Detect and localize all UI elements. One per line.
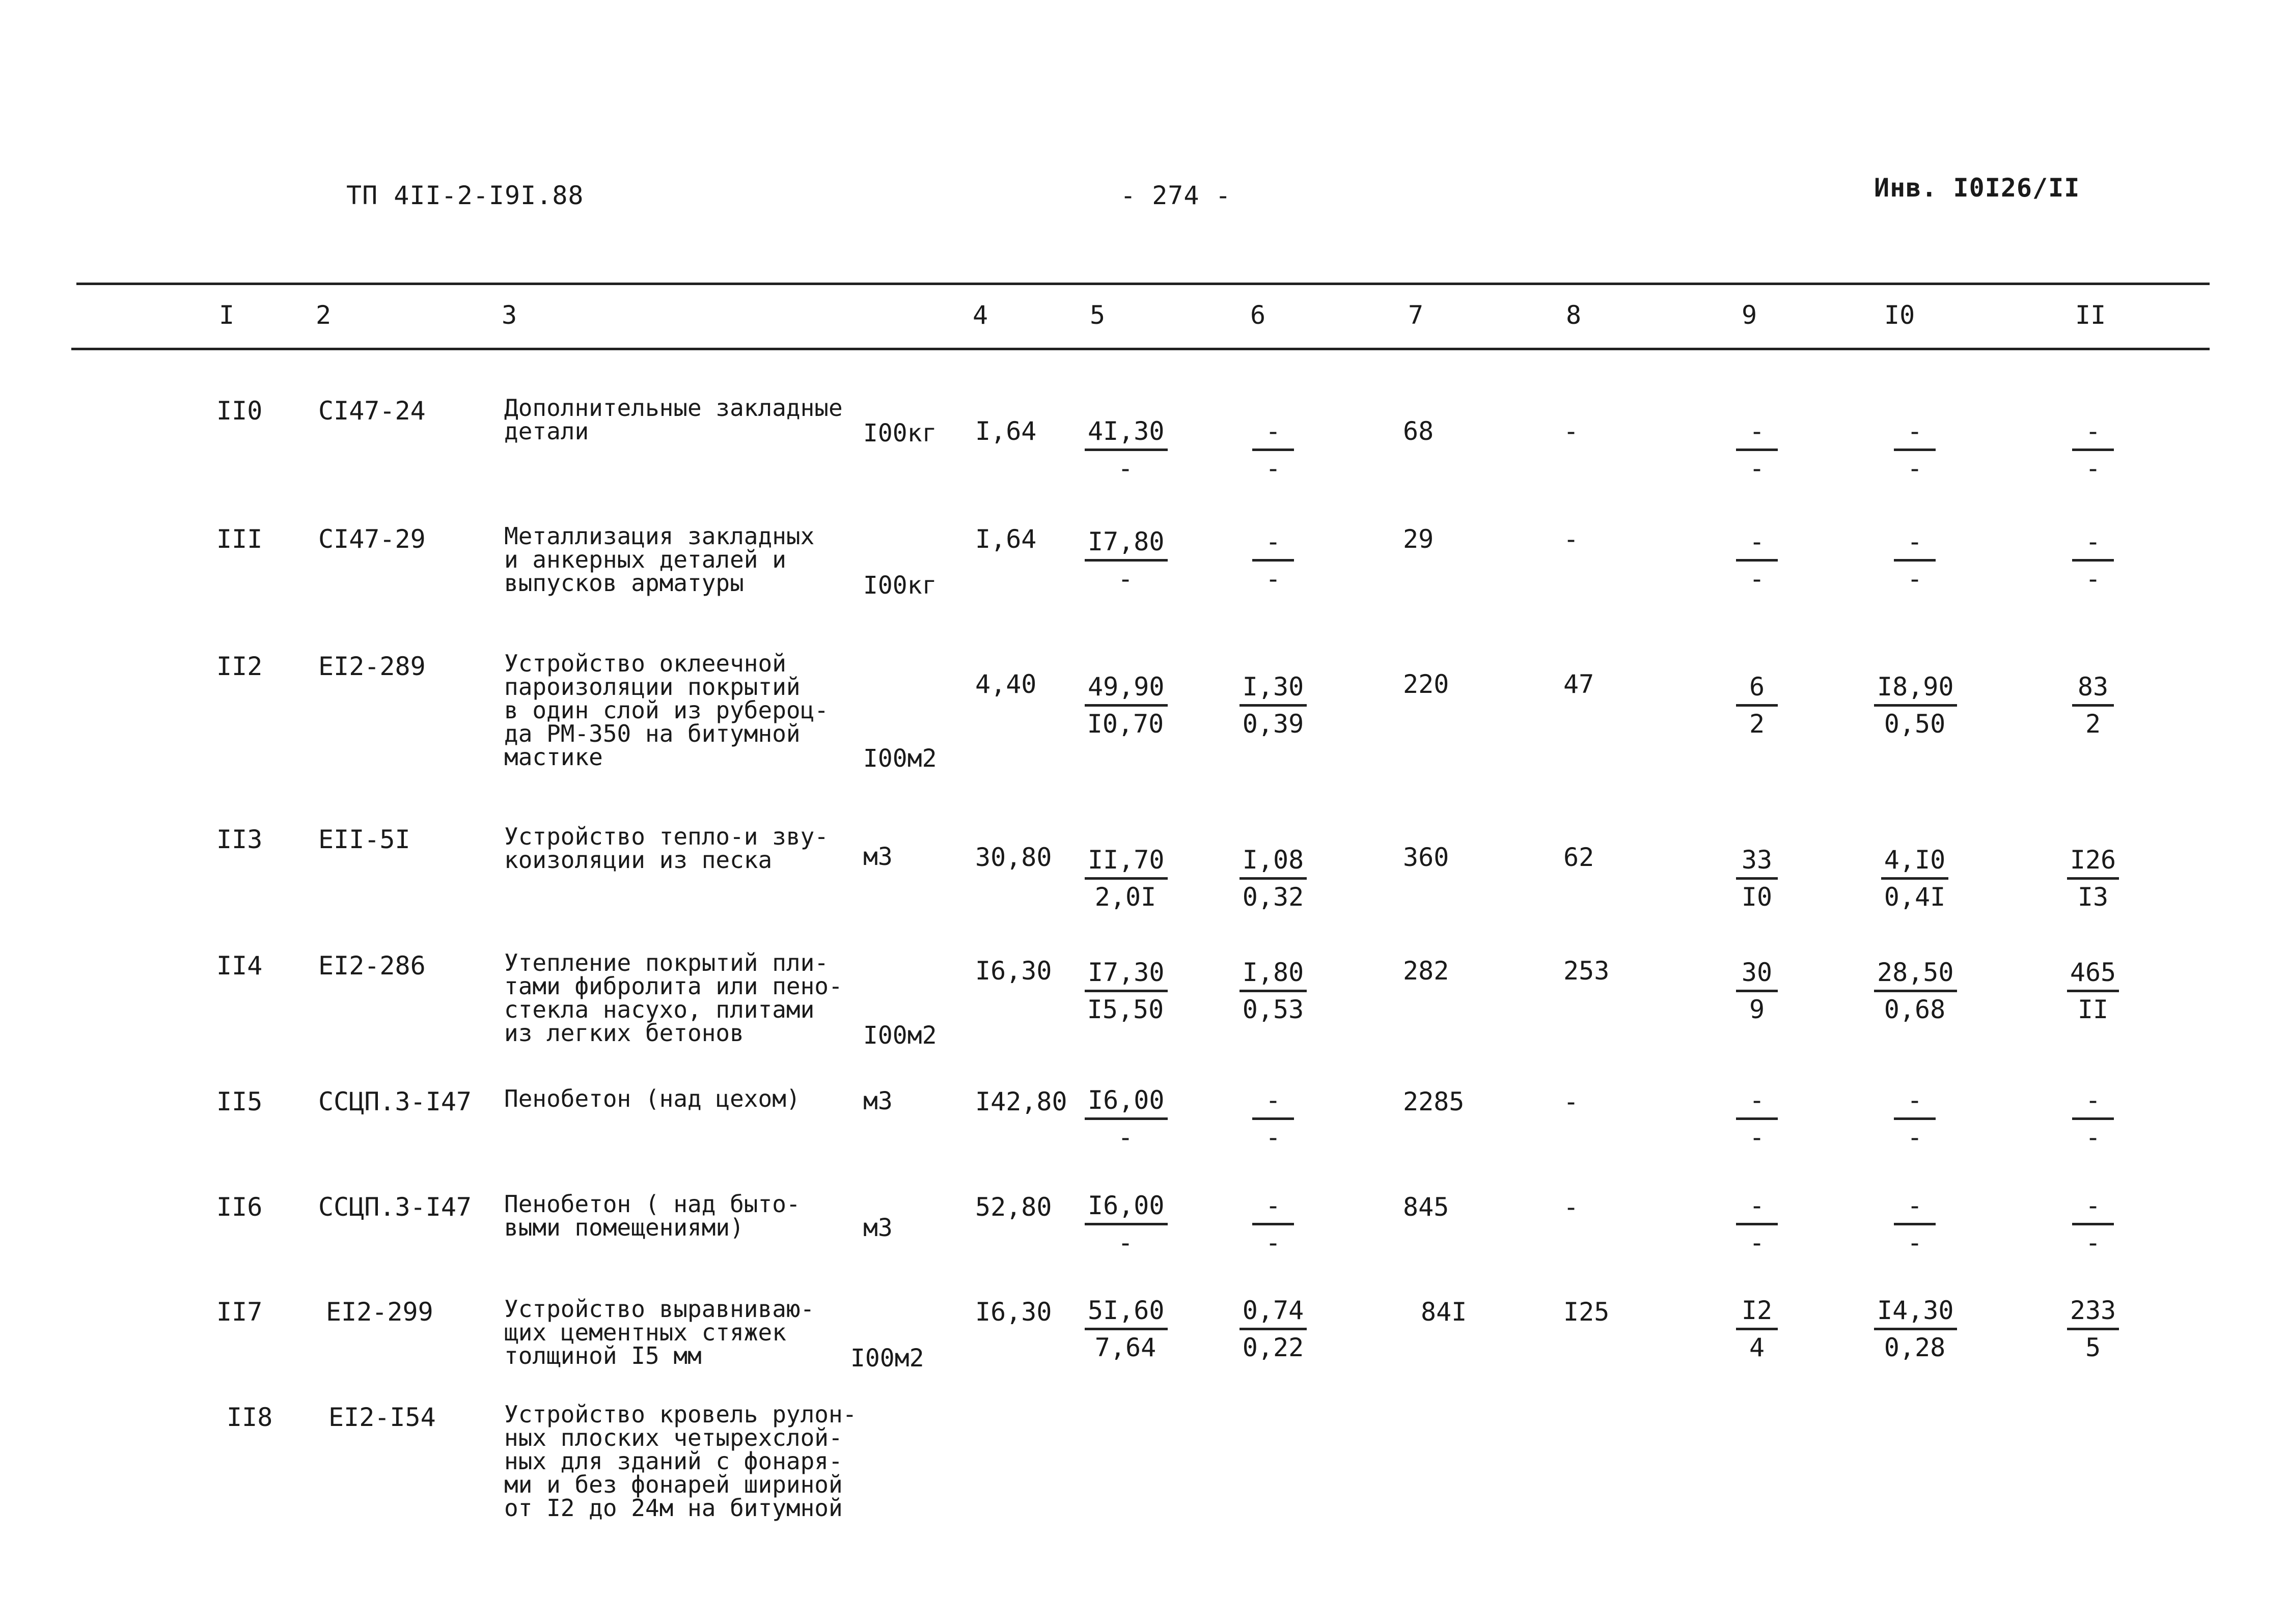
row-col6: $\frac{I,30}{0,39}$ <box>1232 669 1314 741</box>
row-col11: - - <box>2052 524 2134 596</box>
row-col4: I6,30 <box>975 956 1052 986</box>
row-col11: $\frac{83}{2}$ <box>2052 669 2134 741</box>
row-unit: I00кг <box>863 571 937 600</box>
row-col8: 47 <box>1563 669 1594 699</box>
row-unit: м3 <box>863 843 893 871</box>
row-code: EI2-299 <box>326 1297 433 1327</box>
row-unit: м3 <box>863 1214 893 1242</box>
row-col11: - - <box>2052 414 2134 486</box>
row-col8: - <box>1563 1087 1579 1116</box>
row-col4: 4,40 <box>975 669 1037 699</box>
row-unit: I00м2 <box>863 744 937 773</box>
row-col8: - <box>1563 416 1579 446</box>
row-number: II7 <box>216 1297 263 1327</box>
row-description: Пенобетон ( над быто- выми помещениями) <box>504 1190 801 1241</box>
row-number: II4 <box>216 951 263 981</box>
row-number: II2 <box>216 652 263 681</box>
row-col6: - - <box>1232 1188 1314 1260</box>
row-col10: - - <box>1874 1188 1956 1260</box>
row-col11: $\frac{I26}{I3}$ <box>2052 843 2134 914</box>
row-number: II6 <box>216 1192 263 1222</box>
document-code: ТП 4II-2-I9I.88 <box>346 181 584 210</box>
col-header-6: 6 <box>1250 300 1266 330</box>
row-description: Пенобетон (над цехом) <box>504 1085 801 1112</box>
row-unit: I00кг <box>863 419 937 447</box>
row-col6: $\frac{I,80}{0,53}$ <box>1232 955 1314 1027</box>
row-col4: I6,30 <box>975 1297 1052 1327</box>
col-header-9: 9 <box>1742 300 1757 330</box>
row-col9: - - <box>1716 1083 1798 1155</box>
col-header-11: II <box>2075 300 2106 330</box>
col-header-7: 7 <box>1408 300 1424 330</box>
row-number: II5 <box>216 1087 263 1116</box>
row-col10: $\frac{I4,30}{0,28}$ <box>1874 1293 1956 1365</box>
col-header-8: 8 <box>1566 300 1582 330</box>
row-col5: $\frac{II,70}{2,0I}$ <box>1085 843 1166 914</box>
row-description: Металлизация закладных и анкерных деталей и выпусков арматуры <box>504 522 815 597</box>
row-col8: 62 <box>1563 843 1594 872</box>
row-col4: 52,80 <box>975 1192 1052 1222</box>
row-col5: $\frac{5I,60}{7,64}$ <box>1085 1293 1166 1365</box>
row-col9: $\frac{33}{I0}$ <box>1716 843 1798 914</box>
row-col11: - - <box>2052 1188 2134 1260</box>
row-number: II0 <box>216 396 263 426</box>
row-unit: м3 <box>863 1087 893 1115</box>
row-col10: - - <box>1874 524 1956 596</box>
row-col7: 68 <box>1403 416 1434 446</box>
row-col10: - - <box>1874 1083 1956 1155</box>
row-col7: 220 <box>1403 669 1449 699</box>
row-col10: $\frac{4,I0}{0,4I}$ <box>1874 843 1956 914</box>
row-col5: $\frac{I7,30}{I5,50}$ <box>1085 955 1166 1027</box>
row-col10: $\frac{I8,90}{0,50}$ <box>1874 669 1956 741</box>
row-col9: $\frac{I2}{4}$ <box>1716 1293 1798 1365</box>
row-col6: - - <box>1232 1083 1314 1155</box>
row-code: CI47-29 <box>318 524 426 554</box>
row-col5: 4I,30 - <box>1085 414 1166 486</box>
row-code: EII-5I <box>318 825 410 854</box>
table-top-rule <box>76 283 2210 285</box>
row-number: III <box>216 524 263 554</box>
row-col4: I,64 <box>975 524 1037 554</box>
row-description: Устройство оклеечной пароизоляции покрытий в один слой из рубероц- да РМ-350 на битумной мастике <box>504 650 829 771</box>
row-description: Устройство тепло-и зву- коизоляции из песка <box>504 823 829 874</box>
row-col7: 282 <box>1403 956 1449 986</box>
row-col8: 253 <box>1563 956 1610 986</box>
row-col6: $\frac{0,74}{0,22}$ <box>1232 1293 1314 1365</box>
row-col4: I42,80 <box>975 1087 1067 1116</box>
row-unit: I00м2 <box>863 1021 937 1050</box>
row-col7: 845 <box>1403 1192 1449 1222</box>
col-header-10: I0 <box>1884 300 1915 330</box>
row-col7: 360 <box>1403 843 1449 872</box>
row-description: Устройство кровель рулон- ных плоских четырехслой- ных для зданий с фонаря- ми и без фонарей шириной от I2 до 24м на битумной <box>504 1401 857 1522</box>
row-code: ССЦП.3-I47 <box>318 1192 472 1222</box>
row-unit: I00м2 <box>850 1344 924 1373</box>
row-col9: $\frac{6}{2}$ <box>1716 669 1798 741</box>
row-code: EI2-289 <box>318 652 426 681</box>
col-header-2: 2 <box>316 300 332 330</box>
inventory-number: Инв. I0I26/II <box>1874 173 2080 203</box>
row-col7: 84I <box>1421 1297 1467 1327</box>
row-col6: - - <box>1232 524 1314 596</box>
row-description: Дополнительные закладные детали <box>504 394 843 445</box>
row-col10: - - <box>1874 414 1956 486</box>
row-col6: $\frac{I,08}{0,32}$ <box>1232 843 1314 914</box>
row-col4: 30,80 <box>975 843 1052 872</box>
row-col6: - - <box>1232 414 1314 486</box>
row-col8: I25 <box>1563 1297 1610 1327</box>
row-col11: - - <box>2052 1083 2134 1155</box>
row-col9: - - <box>1716 1188 1798 1260</box>
row-description: Устройство выравниваю- щих цементных стяжек толщиной I5 мм <box>504 1295 815 1369</box>
row-col7: 29 <box>1403 524 1434 554</box>
row-col11: $\frac{233}{5}$ <box>2052 1293 2134 1365</box>
col-header-3: 3 <box>502 300 517 330</box>
col-header-1: I <box>219 300 235 330</box>
row-col9: - - <box>1716 414 1798 486</box>
row-col11: $\frac{465}{II}$ <box>2052 955 2134 1027</box>
row-col5: I6,00 - <box>1085 1188 1166 1260</box>
row-col7: 2285 <box>1403 1087 1465 1116</box>
row-col5: $\frac{49,90}{I0,70}$ <box>1085 669 1166 741</box>
row-col4: I,64 <box>975 416 1037 446</box>
row-code: CI47-24 <box>318 396 426 426</box>
row-col9: $\frac{30}{9}$ <box>1716 955 1798 1027</box>
row-description: Утепление покрытий пли- тами фибролита или пено- стекла насухо, плитами из легких бетонов <box>504 949 843 1047</box>
row-col10: $\frac{28,50}{0,68}$ <box>1874 955 1956 1027</box>
row-col8: - <box>1563 524 1579 554</box>
row-col8: - <box>1563 1192 1579 1222</box>
col-header-4: 4 <box>973 300 988 330</box>
row-col9: - - <box>1716 524 1798 596</box>
row-code: EI2-I54 <box>328 1403 436 1432</box>
col-header-5: 5 <box>1090 300 1106 330</box>
row-number: II8 <box>227 1403 273 1432</box>
table-header-rule <box>71 348 2210 350</box>
row-col5: I7,80 - <box>1085 524 1166 596</box>
page-number: - 274 - <box>1120 181 1231 210</box>
row-col5: I6,00 - <box>1085 1083 1166 1155</box>
row-code: EI2-286 <box>318 951 426 981</box>
row-code: ССЦП.3-I47 <box>318 1087 472 1116</box>
row-number: II3 <box>216 825 263 854</box>
